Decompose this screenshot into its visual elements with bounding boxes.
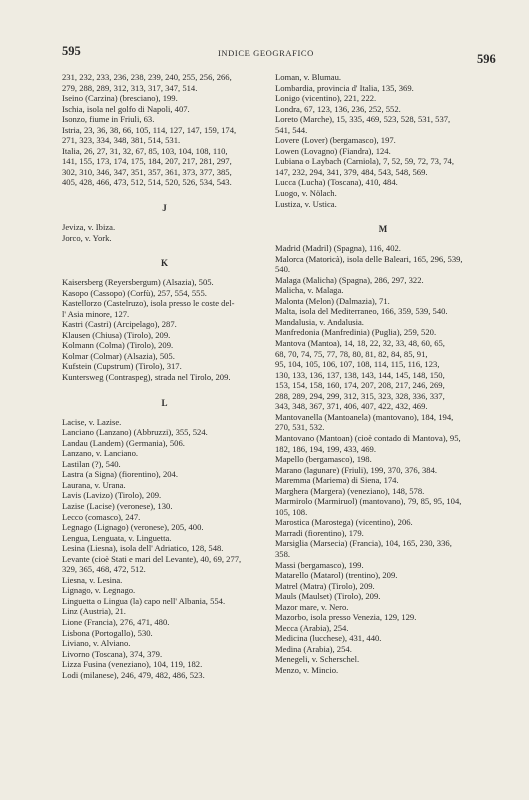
index-entry-line: Mantova (Mantoa), 14, 18, 22, 32, 33, 48, 60, 65, xyxy=(275,338,445,349)
index-entry-line: Malaga (Malicha) (Spagna), 286, 297, 322. xyxy=(275,274,424,285)
index-entry-line: l' Asia minore, 127. xyxy=(62,308,130,319)
index-entry-line: 182, 186, 194, 199, 433, 469. xyxy=(275,443,376,454)
index-entry-line: Kolmann (Colma) (Tirolo), 209. xyxy=(62,340,174,351)
running-title: INDICE GEOGRAFICO xyxy=(218,48,314,58)
index-column-left xyxy=(62,72,267,680)
index-entry-line: Linguetta o Lingua (la) capo nell' Albania, 554. xyxy=(62,595,226,606)
index-entry-line: 130, 133, 136, 137, 138, 143, 144, 145, 148, 150, xyxy=(275,369,445,380)
index-entry-line: Laurana, v. Urana. xyxy=(62,479,126,490)
index-entry-line: Lizza Fusina (veneziano), 104, 119, 182. xyxy=(62,659,203,670)
index-entry-line: Mantovano (Mantoan) (cioè contado di Mantova), 95, xyxy=(275,432,461,443)
section-letter-heading: J xyxy=(162,203,167,214)
index-entry-line: Malorca (Matoricà), isola delle Baleari, 165, 296, 539, xyxy=(275,253,463,264)
index-entry-line: Menzo, v. Mincio. xyxy=(275,664,339,675)
index-entry-line: Matrel (Matra) (Tirolo), 209. xyxy=(275,580,375,591)
section-gap xyxy=(62,383,267,393)
index-entry-line: Loreto (Marche), 15, 335, 469, 523, 528, 531, 537, xyxy=(275,114,451,125)
index-entry-line: Madrid (Madril) (Spagna), 116, 402. xyxy=(275,243,401,254)
index-entry-line: Ischia, isola nel golfo di Napoli, 407. xyxy=(62,103,190,114)
index-entry-line: Mazorbo, isola presso Venezia, 129, 129. xyxy=(275,612,417,623)
index-entry-line: Kufstein (Cupstrum) (Tirolo), 317. xyxy=(62,361,182,372)
index-entry-line: 270, 531, 532. xyxy=(275,422,325,433)
index-entry-line: Lione (Francia), 276, 471, 480. xyxy=(62,616,170,627)
index-entry-line: Menegeli, v. Scherschel. xyxy=(275,654,360,665)
index-entry-line: 288, 289, 294, 299, 312, 315, 323, 328, 336, 337, xyxy=(275,390,445,401)
index-entry-line: Klausen (Chiusa) (Tirolo), 209. xyxy=(62,329,171,340)
index-entry-line: Lowen (Lovagno) (Fiandra), 124. xyxy=(275,145,391,156)
index-entry-line: 279, 288, 289, 312, 313, 317, 347, 514. xyxy=(62,82,198,93)
index-entry-line: Lonigo (vicentino), 221, 222. xyxy=(275,93,377,104)
index-entry-line: Mandalusia, v. Andalusia. xyxy=(275,316,364,327)
index-entry-line: Matarello (Matarol) (trentino), 209. xyxy=(275,570,398,581)
index-entry-line: Lesina (Liesna), isola dell' Adriatico, 128, 548. xyxy=(62,543,224,554)
index-entry-line: Marsiglia (Marsecia) (Francia), 104, 165, 230, 336, xyxy=(275,538,452,549)
index-entry-line: Londra, 67, 123, 136, 236, 252, 552. xyxy=(275,103,401,114)
index-entry-line: Iseino (Carzina) (bresciano), 199. xyxy=(62,93,178,104)
index-entry-line: 302, 310, 346, 347, 351, 357, 361, 373, 377, 385, xyxy=(62,166,232,177)
index-entry-line: Jorco, v. York. xyxy=(62,232,112,243)
index-entry-line: Mantovanella (Mantoanela) (mantovano), 184, 194, xyxy=(275,411,454,422)
index-entry-line: Lodi (milanese), 246, 479, 482, 486, 523. xyxy=(62,669,205,680)
index-entry-line: 405, 428, 466, 473, 512, 514, 520, 526, 534, 543. xyxy=(62,177,232,188)
index-entry-line: Mauls (Maulset) (Tirolo), 209. xyxy=(275,591,381,602)
section-letter-heading: L xyxy=(161,397,168,408)
section-gap xyxy=(275,209,491,219)
index-entry-line: Marostica (Marostega) (vicentino), 206. xyxy=(275,517,413,528)
section-letter-heading: K xyxy=(160,258,168,269)
index-entry-line: Lombardia, provincia d' Italia, 135, 369. xyxy=(275,82,414,93)
index-entry-line: Luogo, v. Nölach. xyxy=(275,188,337,199)
index-entry-line: Lucca (Lucha) (Toscana), 410, 484. xyxy=(275,177,398,188)
index-entry-line: Massi (bergamasco), 199. xyxy=(275,559,364,570)
index-entry-line: Mecca (Arabia), 254. xyxy=(275,622,349,633)
index-entry-line: Kuntersweg (Contraspeg), strada nel Tirolo, 209. xyxy=(62,372,231,383)
index-entry-line: Kolmar (Colmar) (Alsazia), 505. xyxy=(62,350,175,361)
index-entry-line: Isonzo, fiume in Friuli, 63. xyxy=(62,114,155,125)
index-entry-line: 141, 155, 173, 174, 175, 184, 207, 217, 281, 297, xyxy=(62,156,232,167)
index-entry-line: Maremma (Mariema) di Siena, 174. xyxy=(275,475,399,486)
page-number-left: 595 xyxy=(62,44,81,58)
index-entry-line: Kasopo (Cassopo) (Corfù), 257, 554, 555. xyxy=(62,287,207,298)
index-entry-line: Jeviza, v. Ibiza. xyxy=(62,222,116,233)
index-entry-line: 68, 70, 74, 75, 77, 78, 80, 81, 82, 84, 85, 91, xyxy=(275,348,428,359)
index-entry-line: Lisbona (Portogallo), 530. xyxy=(62,627,153,638)
index-entry-line: 358. xyxy=(275,548,291,559)
index-entry-line: Mapello (bergamasco), 198. xyxy=(275,454,372,465)
index-entry-line: Marghera (Margera) (veneziano), 148, 578. xyxy=(275,485,425,496)
index-entry-line: Levante (cioè Stati e mari del Levante), 40, 69, 277, xyxy=(62,553,242,564)
index-entry-line: 329, 365, 468, 472, 512. xyxy=(62,564,146,575)
index-entry-line: 271, 323, 334, 348, 381, 514, 531. xyxy=(62,135,181,146)
index-entry-line: Malonta (Melon) (Dalmazia), 71. xyxy=(275,295,390,306)
index-entry-line: Malicha, v. Malaga. xyxy=(275,285,344,296)
index-entry-line: Manfredonia (Manfredinia) (Puglia), 259, 520. xyxy=(275,327,437,338)
index-entry-line: Kastri (Castri) (Arcipelago), 287. xyxy=(62,319,177,330)
index-entry-line: Lanciano (Lanzano) (Abbruzzi), 355, 524. xyxy=(62,427,208,438)
index-entry-line: 105, 108. xyxy=(275,506,308,517)
index-entry-line: Kaisersberg (Reyersbergum) (Alsazia), 505. xyxy=(62,277,214,288)
index-entry-line: Lastra (a Signa) (fiorentino), 204. xyxy=(62,469,178,480)
index-entry-line: Lastilan (?), 540. xyxy=(62,458,121,469)
index-entry-line: Lanzano, v. Lanciano. xyxy=(62,448,139,459)
index-entry-line: Italia, 26, 27, 31, 32, 67, 85, 103, 104, 108, 110, xyxy=(62,145,228,156)
index-entry-line: Medicina (lucchese), 431, 440. xyxy=(275,633,382,644)
index-entry-line: Malta, isola del Mediterraneo, 166, 359, 539, 540. xyxy=(275,306,448,317)
index-entry-line: Medina (Arabia), 254. xyxy=(275,643,352,654)
section-letter-heading: M xyxy=(378,224,388,235)
index-entry-line: Liesna, v. Lesina. xyxy=(62,574,123,585)
index-entry-line: Marmirolo (Marmiruol) (mantovano), 79, 85, 95, 104, xyxy=(275,496,462,507)
index-entry-line: Livorno (Toscana), 374, 379. xyxy=(62,648,163,659)
page-number-right: 596 xyxy=(477,52,496,66)
index-entry-line: Lovere (Lover) (bergamasco), 197. xyxy=(275,135,396,146)
index-entry-line: 147, 232, 294, 341, 379, 484, 543, 548, 569. xyxy=(275,166,428,177)
index-entry-line: Linz (Austria), 21. xyxy=(62,606,126,617)
index-entry-line: Landau (Landem) (Germania), 506. xyxy=(62,437,185,448)
index-entry-line: Loman, v. Blumau. xyxy=(275,72,342,82)
index-entry-line: Marradi (fiorentino), 179. xyxy=(275,527,364,538)
index-entry-line: Legnago (Lignago) (veronese), 205, 400. xyxy=(62,522,204,533)
index-entry-line: 540. xyxy=(275,264,291,275)
index-entry-line: Istria, 23, 36, 38, 66, 105, 114, 127, 147, 159, 174, xyxy=(62,124,237,135)
index-entry-line: Lubiana o Laybach (Carniola), 7, 52, 59, 72, 73, 74, xyxy=(275,156,454,167)
index-entry-line: Lacise, v. Lazise. xyxy=(62,416,122,427)
index-entry-line: 541, 544. xyxy=(275,124,308,135)
index-entry-line: Liviano, v. Alviano. xyxy=(62,638,131,649)
section-gap xyxy=(62,188,267,198)
index-entry-line: Kastellorzo (Castelruzo), isola presso le coste del- xyxy=(62,298,235,309)
index-entry-line: 231, 232, 233, 236, 238, 239, 240, 255, 256, 266, xyxy=(62,72,232,82)
index-entry-line: Lazise (Lacise) (veronese), 130. xyxy=(62,500,173,511)
index-entry-line: Mazor mare, v. Nero. xyxy=(275,601,349,612)
index-entry-line: Lustiza, v. Ustica. xyxy=(275,198,337,209)
index-entry-line: 95, 104, 105, 106, 107, 108, 114, 115, 116, 123, xyxy=(275,359,440,370)
index-entry-line: Marano (lagunare) (Friuli), 199, 370, 376, 384. xyxy=(275,464,438,475)
index-entry-line: Lignago, v. Legnago. xyxy=(62,585,136,596)
index-entry-line: 343, 348, 367, 371, 406, 407, 422, 432, 469. xyxy=(275,401,428,412)
index-entry-line: Lecco (comasco), 247. xyxy=(62,511,141,522)
index-entry-line: 153, 154, 158, 160, 174, 207, 208, 217, 246, 269, xyxy=(275,380,445,391)
index-column-right xyxy=(275,72,491,676)
index-entry-line: Lengua, Lenguata, v. Linguetta. xyxy=(62,532,172,543)
section-gap xyxy=(62,243,267,253)
index-entry-line: Lavis (Lavizo) (Tirolo), 209. xyxy=(62,490,162,501)
